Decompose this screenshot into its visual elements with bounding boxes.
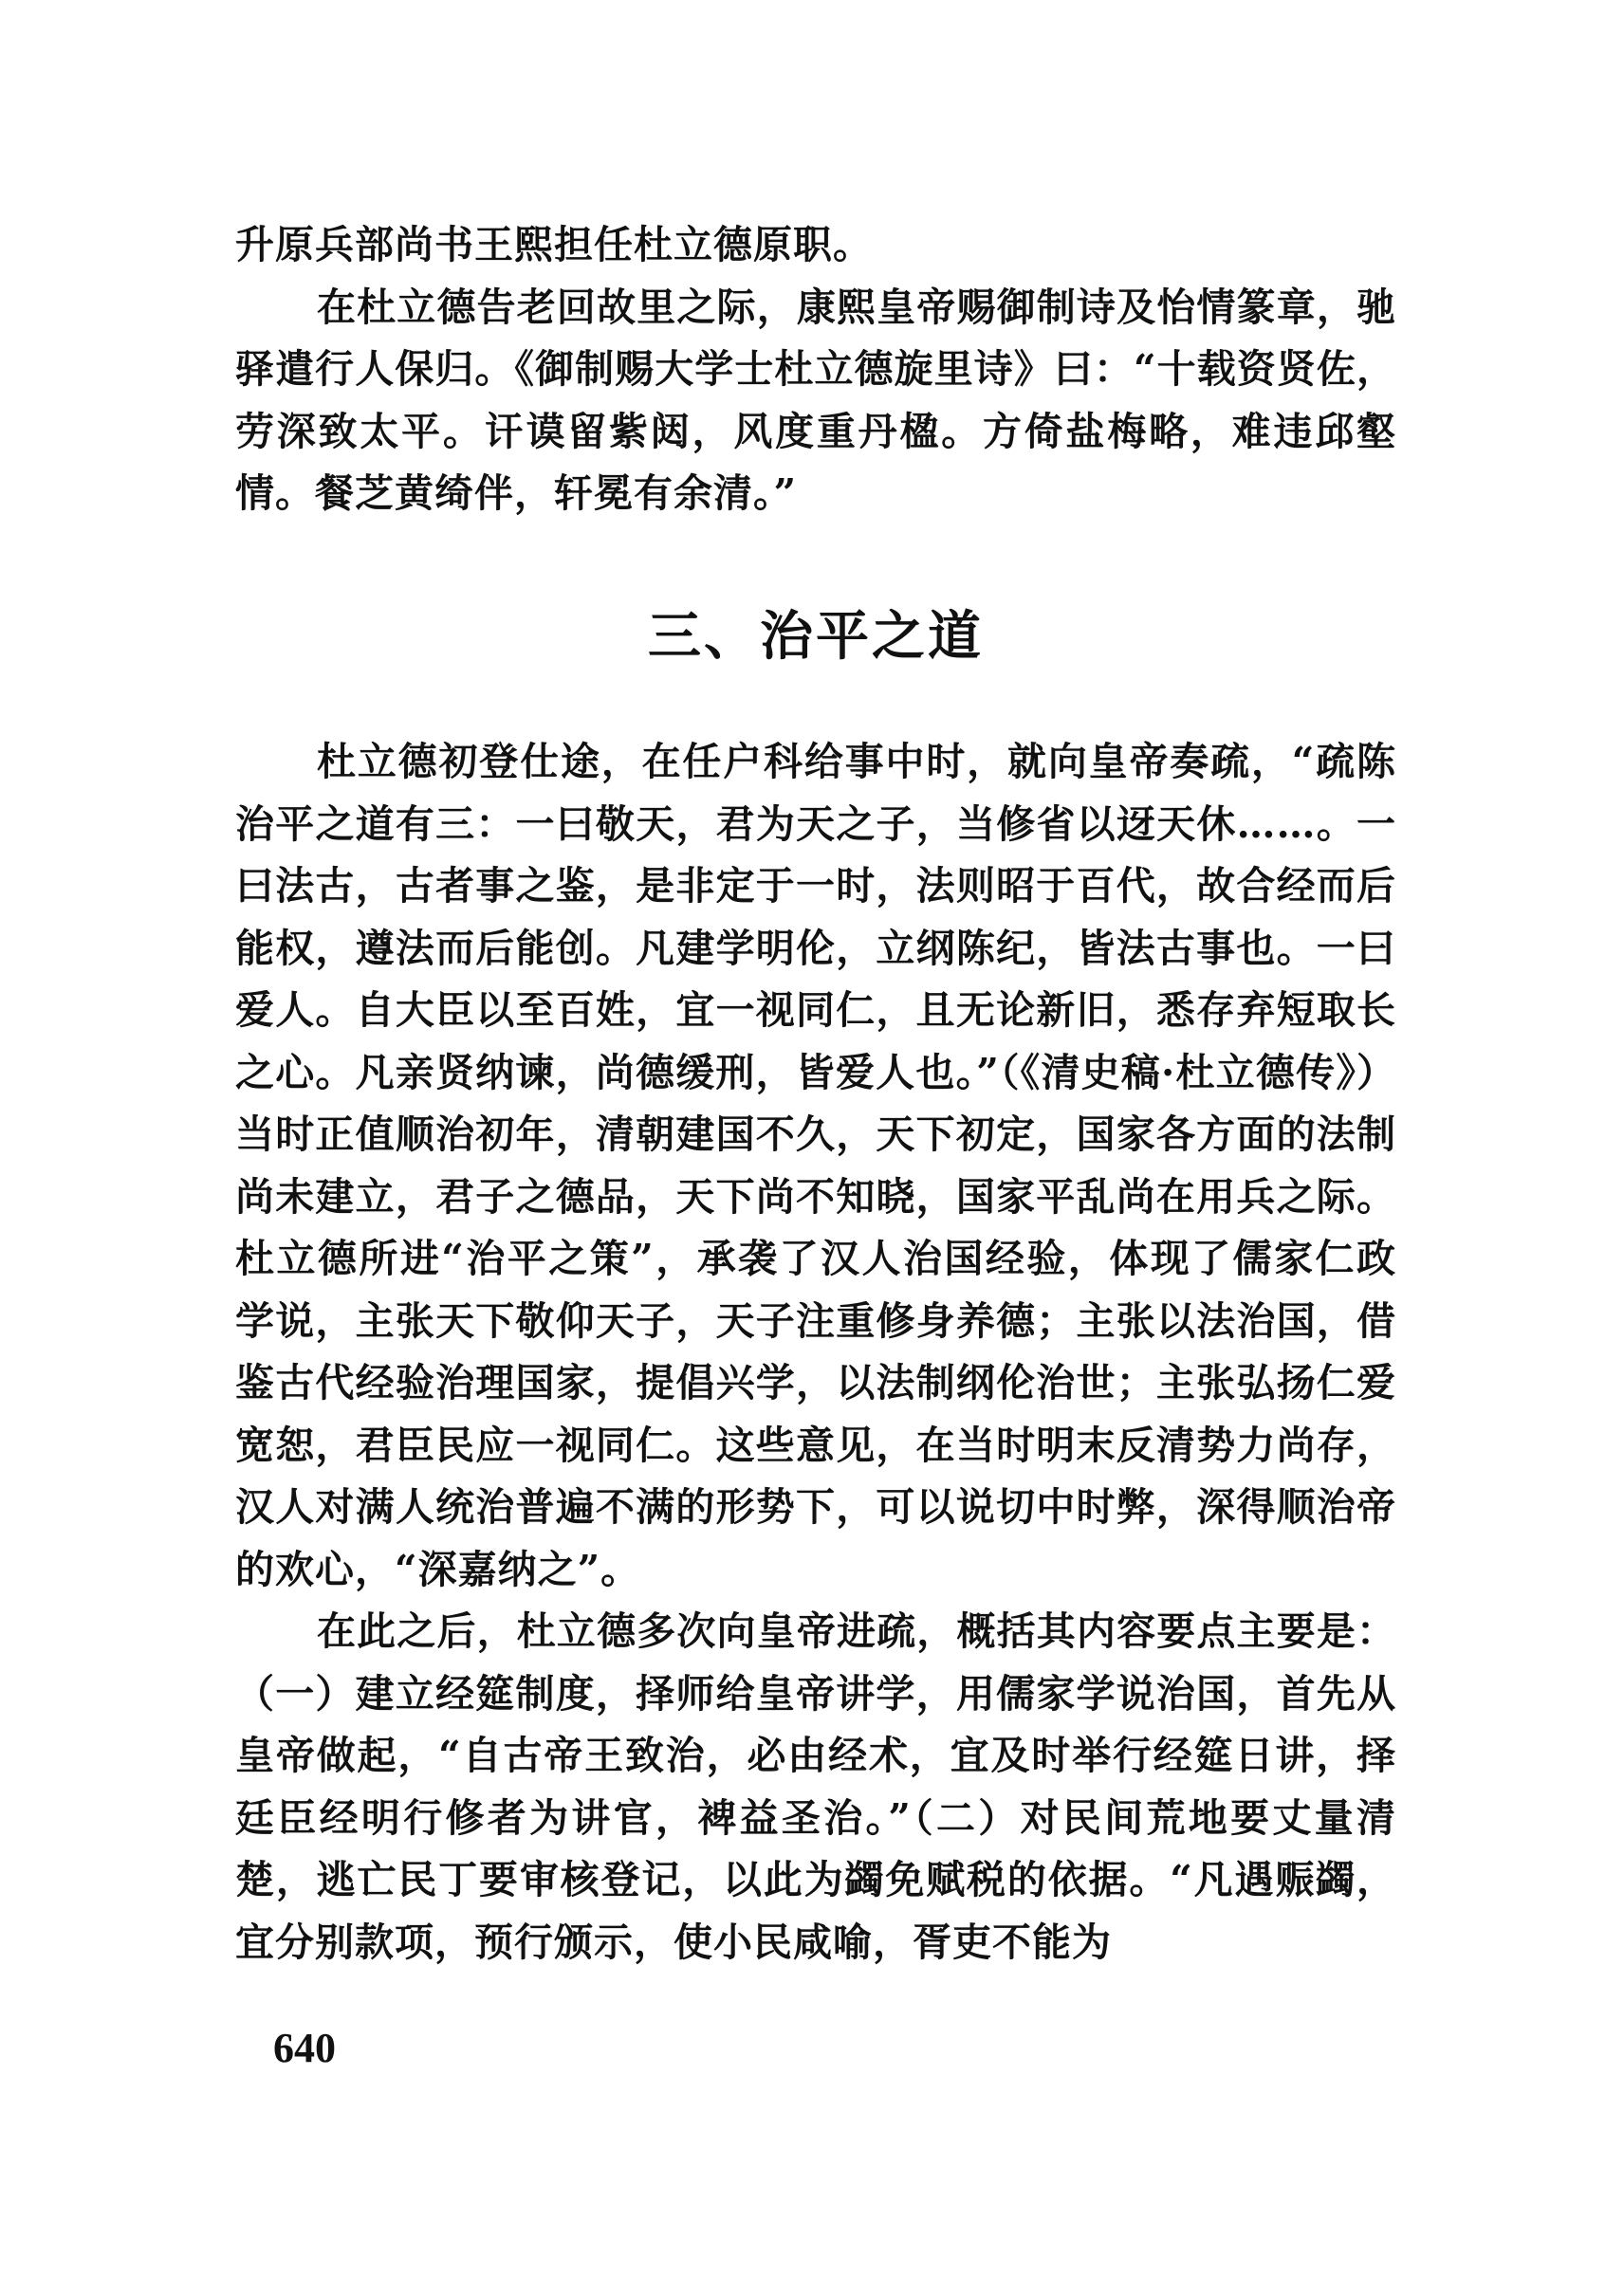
paragraph-governance: 杜立德初登仕途，在任户科给事中时，就向皇帝奏疏，“疏陈治平之道有三：一曰敬天，君为天之子，当修省以迓天休……。一曰法古，古者事之鉴，是非定于一时，法则昭于百代，故合经而后能权，遵法而后能创。凡建学明伦，立纲陈纪，皆法古事也。一曰爱人。自大臣以至百姓，宜一视同仁，且无论新旧，悉存弃短取长之心。凡亲贤纳谏，尚德缓刑，皆爱人也。”（《清史稿·杜立德传》）当时正值顺治初年，清朝建国不久，天下初定，国家各方面的法制尚未建立，君子之德品，天下尚不知晓，国家平乱尚在用兵之际。杜立德所进“治平之策”，承袭了汉人治国经验，体现了儒家仁政学说，主张天下敬仰天子，天子注重修身养德；主张以法治国，借鉴古代经验治理国家，提倡兴学，以法制纲伦治世；主张弘扬仁爱宽恕，君臣民应一视同仁。这些意见，在当时明末反清势力尚存，汉人对满人统治普遍不满的形势下，可以说切中时弊，深得顺治帝的欢心，“深嘉纳之”。 <box>235 739 1396 1592</box>
main-text-block <box>235 731 1396 1974</box>
page-number: 640 <box>273 2025 336 2071</box>
section-heading: 三、治平之道 <box>648 606 984 668</box>
paragraph-continuation: 升原兵部尚书王熙担任杜立德原职。 <box>235 222 873 267</box>
top-text-block <box>235 214 1396 525</box>
paragraph-memorials: 在此之后，杜立德多次向皇帝进疏，概括其内容要点主要是：（一）建立经筵制度，择师给皇帝讲学，用儒家学说治国，首先从皇帝做起，“自古帝王致治，必由经术，宜及时举行经筵日讲，择廷臣经明行修者为讲官，裨益圣治。”（二）对民间荒地要丈量清楚，逃亡民丁要审核登记，以此为蠲免赋税的依据。“凡遇赈蠲，宜分别款项，预行颁示，使小民咸喻，胥吏不能为 <box>235 1608 1396 1965</box>
paragraph-poem: 在杜立德告老回故里之际，康熙皇帝赐御制诗及怡情篆章，驰驿遣行人保归。《御制赐大学士杜立德旋里诗》曰：“十载资贤佐，劳深致太平。讦谟留紫闼，风度重丹楹。方倚盐梅略，难违邱壑情。餐芝黄绮伴，轩冕有余清。” <box>235 284 1396 516</box>
